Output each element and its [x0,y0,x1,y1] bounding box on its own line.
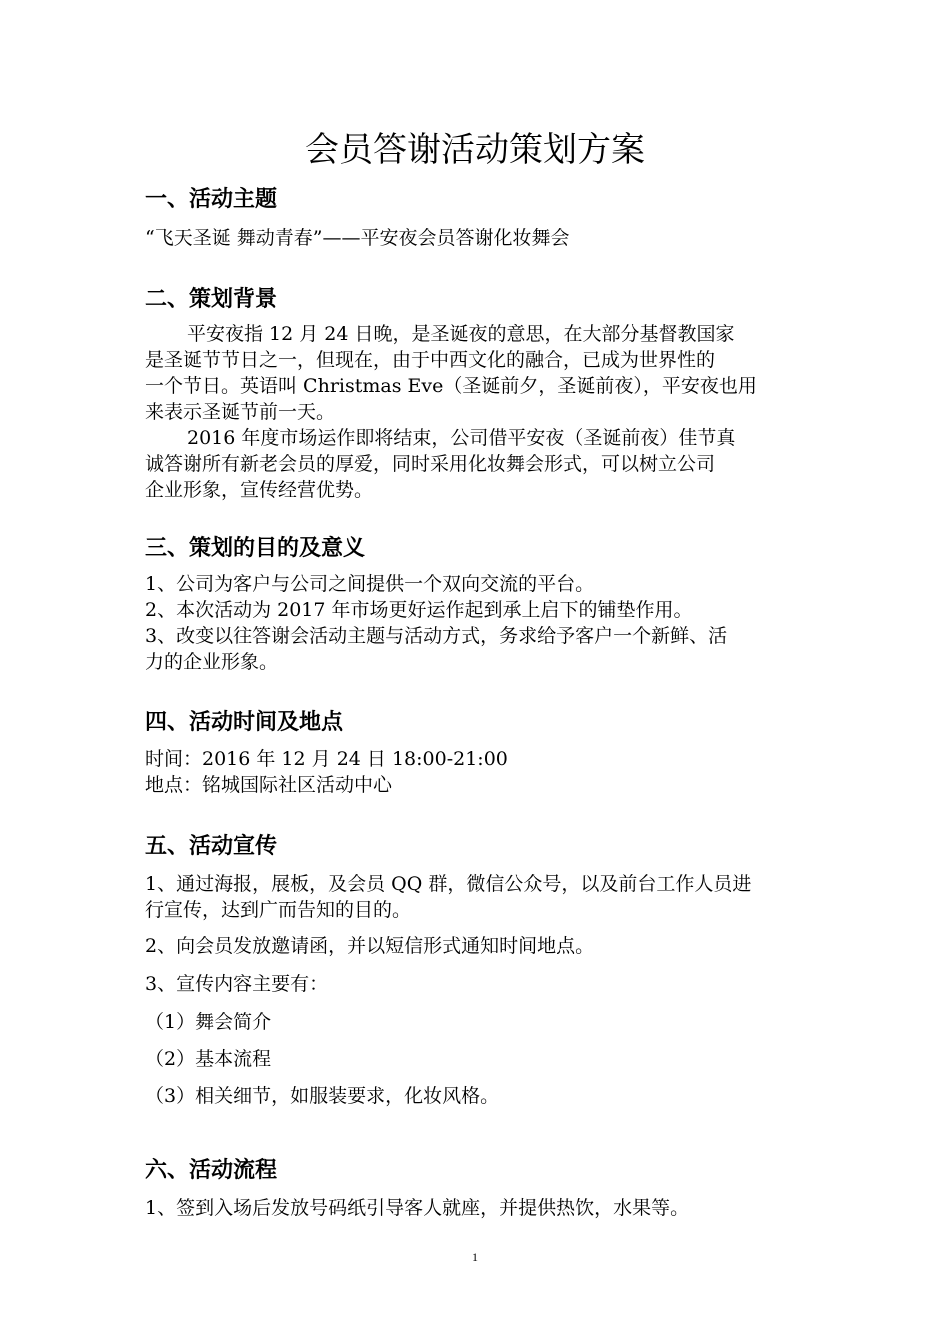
section-heading-background: 二、策划背景 [145,287,278,312]
section-heading-process: 六、活动流程 [145,1158,278,1183]
text-line: 2016 年度市场运作即将结束，公司借平安夜（圣诞前夜）佳节真 [187,427,736,449]
text-line: 一个节日。英语叫 Christmas Eve（圣诞前夕，圣诞前夜），平安夜也用 [145,375,757,397]
background-paragraph-1 [145,321,813,425]
theme-paragraph [145,225,813,251]
list-item: 力的企业形象。 [145,651,279,673]
text-line: （2）基本流程 [145,1048,272,1070]
document-title: 会员答谢活动策划方案 [305,130,645,170]
list-item: 1、公司为客户与公司之间提供一个双向交流的平台。 [145,573,595,595]
text-line: 平安夜指 12 月 24 日晚，是圣诞夜的意思，在大部分基督教国家 [187,323,735,345]
promotion-sub-3 [145,1083,813,1109]
section-heading-purpose: 三、策划的目的及意义 [145,536,366,561]
text-line: 来表示圣诞节前一天。 [145,401,336,423]
list-item: 2、本次活动为 2017 年市场更好运作起到承上启下的铺垫作用。 [145,599,693,621]
section-heading-time-place: 四、活动时间及地点 [145,710,344,735]
text-line: “飞天圣诞 舞动青春”——平安夜会员答谢化妆舞会 [145,227,570,249]
text-line: 是圣诞节节日之一，但现在，由于中西文化的融合，已成为世界性的 [145,349,716,371]
text-line: 企业形象，宣传经营优势。 [145,479,374,501]
promotion-item-1 [145,871,813,923]
section-heading-theme: 一、活动主题 [145,187,278,212]
promotion-sub-2 [145,1046,813,1072]
text-line: 3、宣传内容主要有： [145,973,329,995]
time-line: 时间：2016 年 12 月 24 日 18:00-21:00 [145,748,508,770]
text-line: 1、通过海报，展板，及会员 QQ 群，微信公众号，以及前台工作人员进 [145,873,752,895]
page-number: 1 [472,1250,478,1264]
promotion-item-3 [145,971,813,997]
text-line: （3）相关细节，如服装要求，化妆风格。 [145,1085,500,1107]
text-line: 2、向会员发放邀请函，并以短信形式通知时间地点。 [145,935,595,957]
process-list [145,1195,813,1221]
text-line: 行宣传，达到广而告知的目的。 [145,899,412,921]
background-paragraph-2 [145,425,813,503]
list-item: 1、签到入场后发放号码纸引导客人就座，并提供热饮，水果等。 [145,1197,690,1219]
place-line: 地点：铭城国际社区活动中心 [145,774,393,796]
text-line: （1）舞会简介 [145,1011,272,1033]
purpose-list [145,571,813,675]
time-place-block [145,746,813,798]
section-heading-promotion: 五、活动宣传 [145,834,278,859]
list-item: 3、改变以往答谢会活动主题与活动方式，务求给予客户一个新鲜、活 [145,625,728,647]
text-line: 诚答谢所有新老会员的厚爱，同时采用化妆舞会形式，可以树立公司 [145,453,716,475]
promotion-item-2 [145,933,813,959]
promotion-sub-1 [145,1009,813,1035]
